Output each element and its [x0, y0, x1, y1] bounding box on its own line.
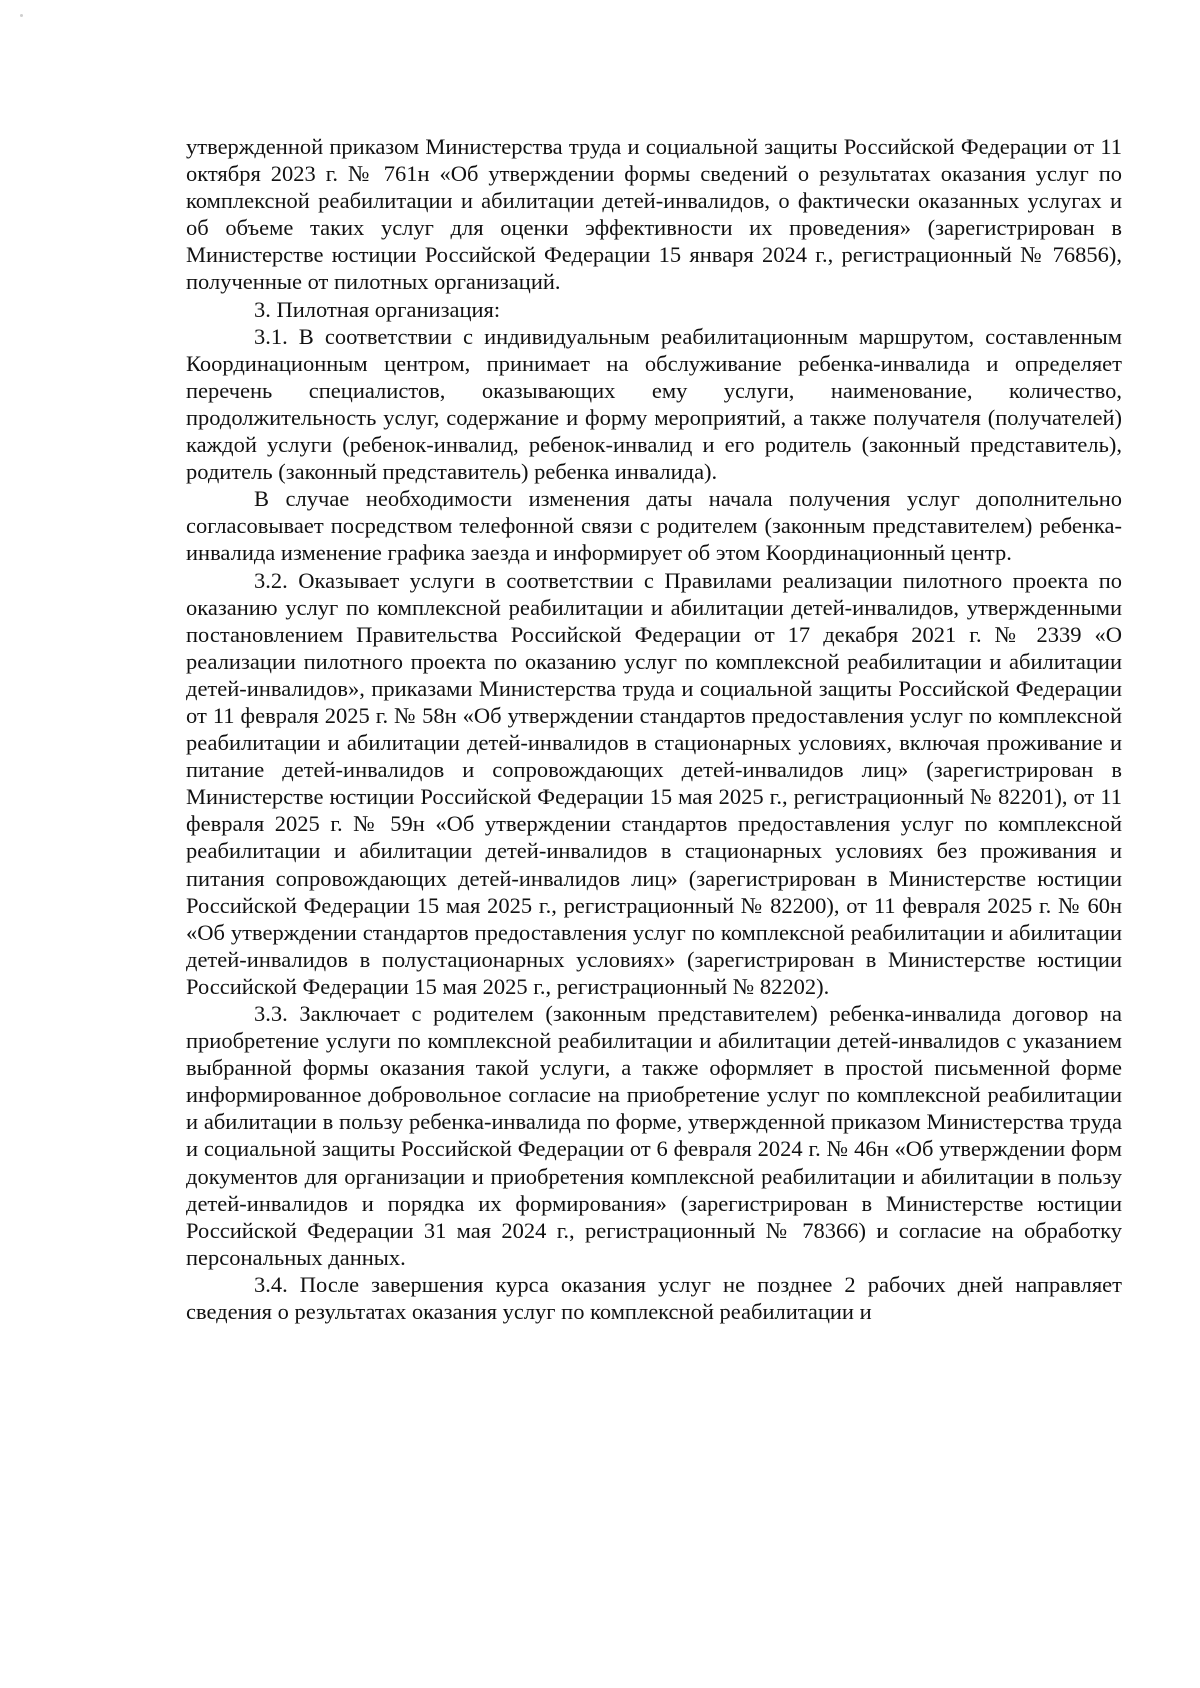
paragraph-3-1: 3.1. В соответствии с индивидуальным реабилитационным маршрутом, составленным Координационным центром, принимает на обслуживание ребенка-инвалида и определяет перечень специалистов, оказывающих ему услуги, наименование, количество, продолжительность услуг, содержание и форму мероприятий, а также получателя (получателей) каждой услуги (ребенок-инвалид, ребенок-инвалид и его родитель (законный представитель), родитель (законный представитель) ребенка инвалида). [186, 323, 1122, 485]
paragraph-3-3: 3.3. Заключает с родителем (законным представителем) ребенка-инвалида договор на приобретение услуги по комплексной реабилитации и абилитации детей-инвалидов с указанием выбранной формы оказания такой услуги, а также оформляет в простой письменной форме информированное добровольное согласие на приобретение услуг по комплексной реабилитации и абилитации в пользу ребенка-инвалида по форме, утвержденной приказом Министерства труда и социальной защиты Российской Федерации от 6 февраля 2024 г. № 46н «Об утверждении форм документов для организации и приобретения комплексной реабилитации и абилитации в пользу детей-инвалидов и порядка их формирования» (зарегистрирован в Министерстве юстиции Российской Федерации 31 мая 2024 г., регистрационный № 78366) и согласие на обработку персональных данных. [186, 1001, 1122, 1270]
paragraph-3-1-addendum: В случае необходимости изменения даты начала получения услуг дополнительно согласовывает посредством телефонной связи с родителем (законным представителем) ребенка-инвалида изменение графика заезда и информирует об этом Координационный центр. [186, 486, 1122, 566]
scan-speck [20, 14, 23, 17]
document-body [186, 133, 1122, 1325]
paragraph-continuation: утвержденной приказом Министерства труда и социальной защиты Российской Федерации от 11 октября 2023 г. № 761н «Об утверждении формы сведений о результатах оказания услуг по комплексной реабилитации и абилитации детей-инвалидов, о фактически оказанных услугах и об объеме таких услуг для оценки эффективности их проведения» (зарегистрирован в Министерстве юстиции Российской Федерации 15 января 2024 г., регистрационный № 76856), полученные от пилотных организаций. [186, 134, 1122, 295]
paragraph-3-2: 3.2. Оказывает услуги в соответствии с Правилами реализации пилотного проекта по оказанию услуг по комплексной реабилитации и абилитации детей-инвалидов, утвержденными постановлением Правительства Российской Федерации от 17 декабря 2021 г. № 2339 «О реализации пилотного проекта по оказанию услуг по комплексной реабилитации и абилитации детей-инвалидов», приказами Министерства труда и социальной защиты Российской Федерации от 11 февраля 2025 г. № 58н «Об утверждении стандартов предоставления услуг по комплексной реабилитации и абилитации детей-инвалидов в стационарных условиях, включая проживание и питание детей-инвалидов и сопровождающих детей-инвалидов лиц» (зарегистрирован в Министерстве юстиции Российской Федерации 15 мая 2025 г., регистрационный № 82201), от 11 февраля 2025 г. № 59н «Об утверждении стандартов предоставления услуг по комплексной реабилитации и абилитации детей-инвалидов в стационарных условиях без проживания и питания сопровождающих детей-инвалидов лиц» (зарегистрирован в Министерстве юстиции Российской Федерации 15 мая 2025 г., регистрационный № 82200), от 11 февраля 2025 г. № 60н «Об утверждении стандартов предоставления услуг по комплексной реабилитации и абилитации детей-инвалидов в полустационарных условиях» (зарегистрирован в Министерстве юстиции Российской Федерации 15 мая 2025 г., регистрационный № 82202). [186, 567, 1122, 999]
paragraph-3-4: 3.4. После завершения курса оказания услуг не позднее 2 рабочих дней направляет сведения о результатах оказания услуг по комплексной реабилитации и [186, 1271, 1122, 1325]
paragraph-section-3-heading: 3. Пилотная организация: [254, 296, 501, 322]
